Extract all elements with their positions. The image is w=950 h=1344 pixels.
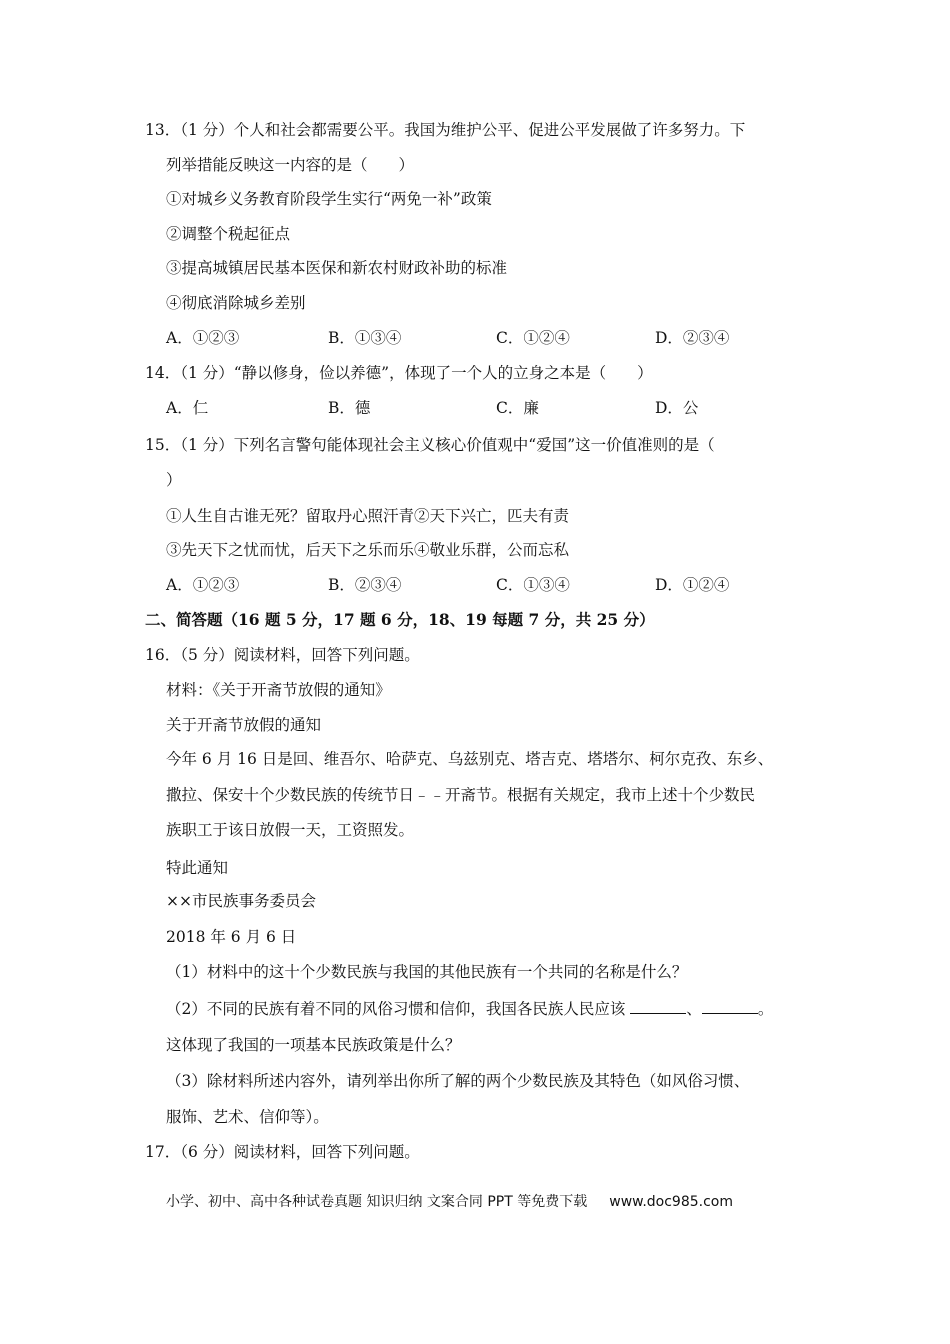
- q15-stem-line1: 15．（1 分）下列名言警句能体现社会主义核心价值观中“爱国”这一价值准则的是（: [145, 436, 715, 454]
- q13-item-2: ②调整个税起征点: [166, 225, 291, 243]
- q16-stem: 16．（5 分）阅读材料，回答下列问题。: [145, 646, 420, 664]
- q13-stem-line2: 列举措能反映这一内容的是（ ）: [166, 156, 415, 174]
- q16-sub2-separator: 、: [686, 1000, 702, 1018]
- q16-issuer: ××市民族事务委员会: [166, 892, 316, 910]
- q16-sub-question-1: （1）材料中的这十个少数民族与我国的其他民族有一个共同的名称是什么？: [166, 963, 688, 981]
- q14-options: [166, 391, 806, 425]
- q13-option-a: A．①②③: [166, 329, 240, 347]
- q16-material-title: 材料：《关于开斋节放假的通知》: [166, 681, 391, 699]
- footer-site-link[interactable]: www.doc985.com: [609, 1194, 733, 1210]
- q15-option-a: A．①②③: [166, 576, 240, 594]
- q14-option-a: A．仁: [166, 399, 209, 417]
- q13-item-1: ①对城乡义务教育阶段学生实行“两免一补”政策: [166, 190, 492, 208]
- q15-option-d: D．①②④: [655, 576, 730, 594]
- answer-blank-1[interactable]: [630, 995, 686, 1014]
- q14-option-d: D．公: [655, 399, 699, 417]
- q13-option-b: B．①③④: [328, 329, 402, 347]
- q13-option-d: D．②③④: [655, 329, 730, 347]
- q17-stem: 17．（6 分）阅读材料，回答下列问题。: [145, 1143, 420, 1161]
- q13-options: [166, 321, 806, 355]
- q14-option-c: C．廉: [496, 399, 539, 417]
- q13-stem-line1: 13．（1 分）个人和社会都需要公平。我国为维护公平、促进公平发展做了许多努力。下: [145, 121, 746, 139]
- q15-stem-line2: ）: [166, 471, 182, 489]
- q15-item-1: ①人生自古谁无死？留取丹心照汗青②天下兴亡，匹夫有责: [166, 507, 570, 525]
- q13-item-4: ④彻底消除城乡差别: [166, 294, 306, 312]
- section-heading: 二、简答题（16 题 5 分，17 题 6 分，18、19 每题 7 分，共 25 分）: [145, 610, 655, 629]
- q16-sub2-end: 。: [757, 1000, 774, 1018]
- q16-sub2-prefix: （2）不同的民族有着不同的风俗习惯和信仰，我国各民族人民应该: [166, 1000, 631, 1018]
- footer-text: 小学、初中、高中各种试卷真题 知识归纳 文案合同 PPT 等免费下载: [166, 1194, 588, 1210]
- q16-sub2-line2: 这体现了我国的一项基本民族政策是什么？: [166, 1036, 461, 1054]
- q16-notice-title: 关于开斋节放假的通知: [166, 716, 322, 734]
- q16-date: 2018 年 6 月 6 日: [166, 928, 297, 946]
- q16-sub-question-2: [166, 992, 810, 1026]
- q16-sub-question-3-line2: 服饰、艺术、信仰等）。: [166, 1108, 329, 1126]
- q15-item-2: ③先天下之忧而忧，后天下之乐而乐④敬业乐群，公而忘私: [166, 541, 570, 559]
- q15-options: [166, 568, 806, 602]
- answer-blank-2[interactable]: [702, 995, 758, 1014]
- q16-closing: 特此通知: [166, 859, 229, 877]
- q13-item-3: ③提高城镇居民基本医保和新农村财政补助的标准: [166, 259, 508, 277]
- q15-option-b: B．②③④: [328, 576, 402, 594]
- q14-option-b: B．德: [328, 399, 371, 417]
- q13-option-c: C．①②④: [496, 329, 570, 347]
- q16-sub-question-3-line1: （3）除材料所述内容外，请列举出你所了解的两个少数民族及其特色（如风俗习惯、: [166, 1072, 750, 1090]
- q14-stem: 14．（1 分）“静以修身，俭以养德”，体现了一个人的立身之本是（ ）: [145, 364, 653, 382]
- q16-body-line3: 族职工于该日放假一天，工资照发。: [166, 821, 415, 839]
- q16-body-line1: 今年 6 月 16 日是回、维吾尔、哈萨克、乌兹别克、塔吉克、塔塔尔、柯尔克孜、东乡、: [166, 750, 774, 768]
- page-footer: [166, 1188, 733, 1216]
- q15-option-c: C．①③④: [496, 576, 570, 594]
- q16-body-line2: 撒拉、保安十个少数民族的传统节日﹣﹣开斋节。根据有关规定，我市上述十个少数民: [166, 786, 756, 804]
